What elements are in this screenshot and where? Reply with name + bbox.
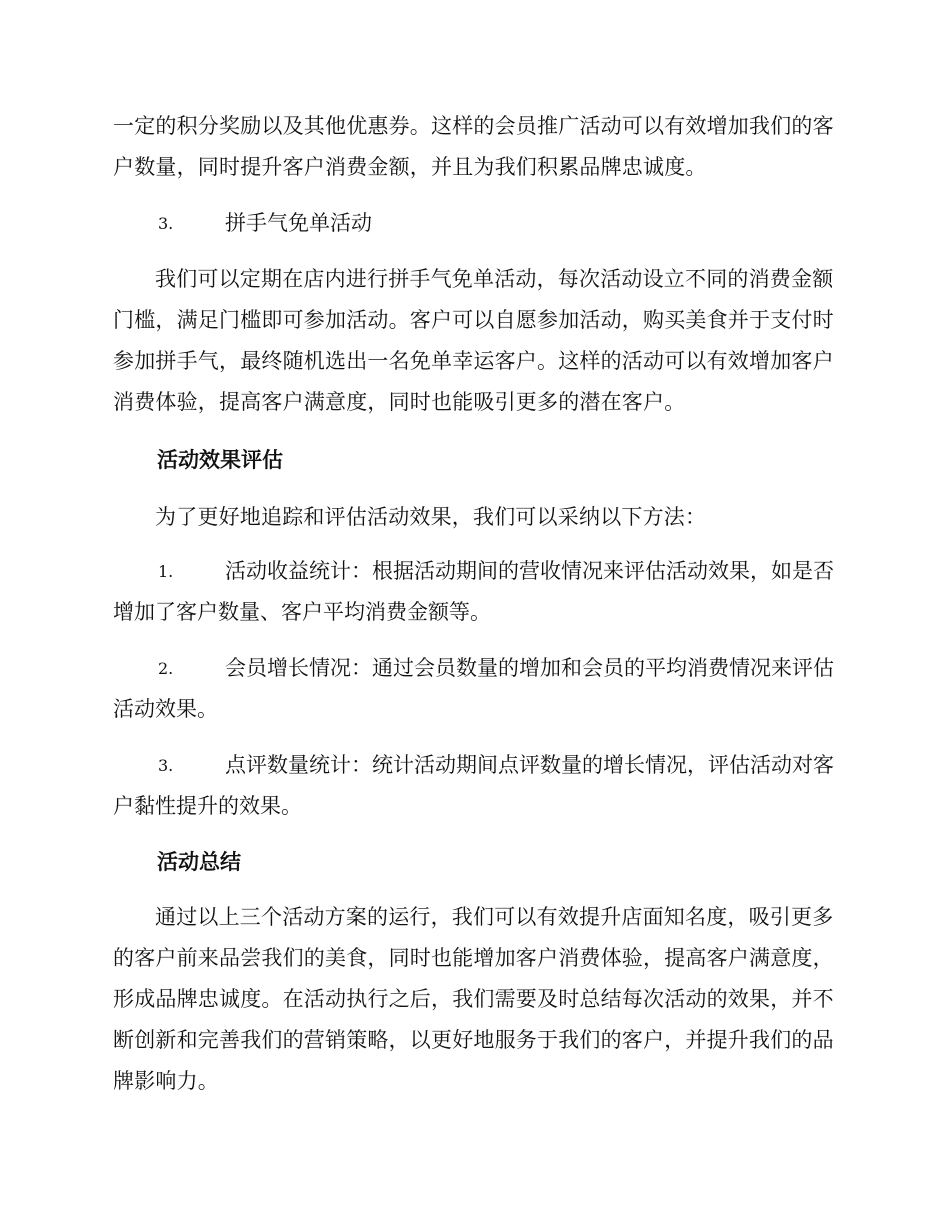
evaluation-item-2-number: 2. xyxy=(158,659,174,678)
activity3-number: 3. xyxy=(158,214,174,233)
activity3-title: 拼手气免单活动 xyxy=(225,211,372,235)
evaluation-item-2-text: 会员增长情况：通过会员数量的增加和会员的平均消费情况来评估活动效果。 xyxy=(113,656,834,721)
activity3-body: 我们可以定期在店内进行拼手气免单活动，每次活动设立不同的消费金额门槛，满足门槛即可参加活动。客户可以自愿参加活动，购买美食并于支付时参加拼手气，最终随机选出一名免单幸运客户。这样的活动可以有效增加客户消费体验，提高客户满意度，同时也能吸引更多的潜在客户。 xyxy=(113,267,834,414)
evaluation-item-3-number: 3. xyxy=(158,756,174,775)
evaluation-heading: 活动效果评估 xyxy=(157,448,283,472)
summary-heading: 活动总结 xyxy=(157,850,241,874)
intro-paragraph: 一定的积分奖励以及其他优惠券。这样的会员推广活动可以有效增加我们的客户数量，同时提升客户消费金额，并且为我们积累品牌忠诚度。 xyxy=(113,114,834,179)
summary-body: 通过以上三个活动方案的运行，我们可以有效提升店面知名度，吸引更多的客户前来品尝我们的美食，同时也能增加客户消费体验，提高客户满意度，形成品牌忠诚度。在活动执行之后，我们需要及时总结每次活动的效果，并不断创新和完善我们的营销策略，以更好地服务于我们的客户，并提升我们的品牌影响力。 xyxy=(113,905,834,1093)
evaluation-item-1-text: 活动收益统计：根据活动期间的营收情况来评估活动效果，如是否增加了客户数量、客户平均消费金额等。 xyxy=(113,559,834,624)
evaluation-item-1-number: 1. xyxy=(158,562,174,581)
evaluation-intro: 为了更好地追踪和评估活动效果，我们可以采纳以下方法： xyxy=(155,505,707,529)
evaluation-item-3-text: 点评数量统计：统计活动期间点评数量的增长情况，评估活动对客户黏性提升的效果。 xyxy=(113,753,834,818)
